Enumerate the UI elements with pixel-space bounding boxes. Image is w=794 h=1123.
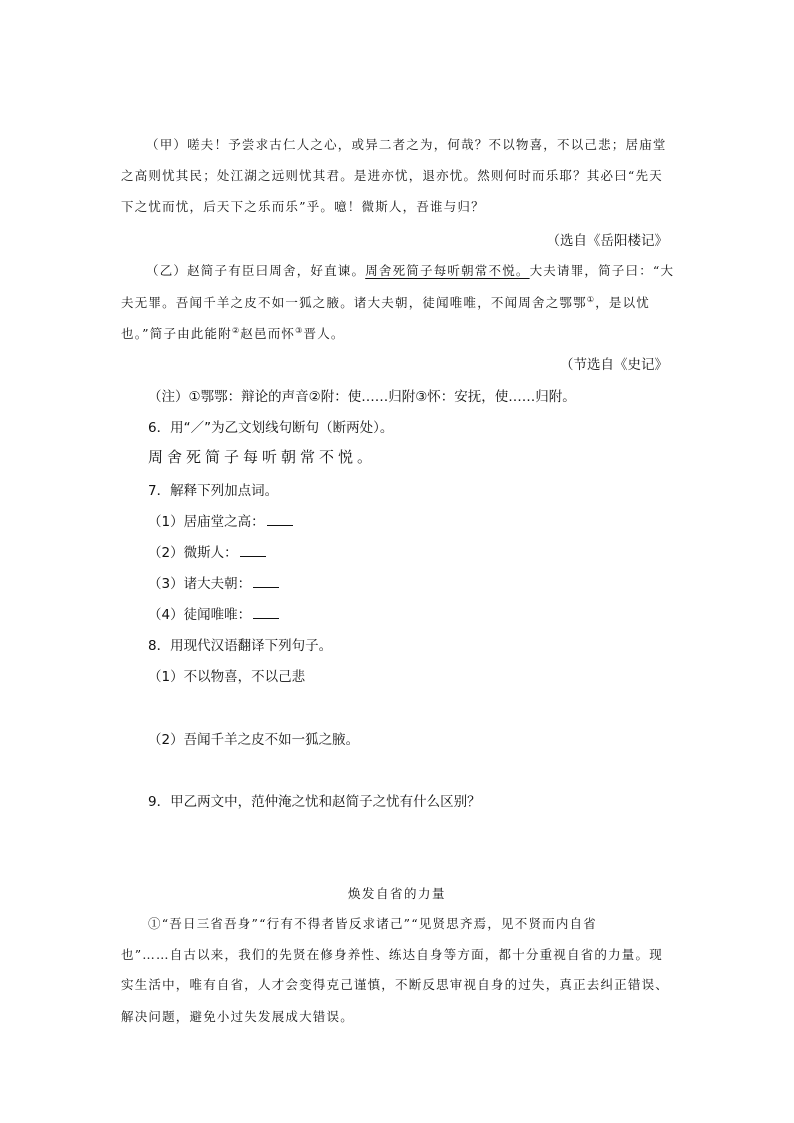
- essay-title: 焕发自省的力量: [347, 886, 446, 901]
- question-7-item-3-label: （3）诸大夫朝：: [148, 576, 252, 592]
- yi-line-2: [121, 293, 650, 311]
- yi-line-3-text-a: 也。”简子由此能附: [121, 326, 232, 341]
- essay-line-4: 解决问题，避免小过失发展成大错误。: [121, 1009, 354, 1024]
- question-7-item-4-label: （4）徒闻唯唯：: [148, 607, 252, 623]
- yi-line-1: [146, 261, 674, 279]
- jia-line-3: 下之忧而忧，后天下之乐而乐”乎。噫！微斯人，吾谁与归？: [121, 199, 485, 214]
- question-7-item-3: [148, 572, 279, 592]
- yi-line-2-text-a: 夫无罪。吾闻千羊之皮不如一狐之腋。诸大夫朝，徒闻唯唯，不闻周舍之鄂鄂: [121, 295, 587, 310]
- question-8-stem: 8．用现代汉语翻译下列句子。: [148, 638, 333, 654]
- yi-line-3-text-b: 赵邑而怀: [240, 326, 296, 341]
- question-7-item-1-label: （1）居庙堂之高：: [148, 514, 265, 530]
- jia-line-1: （甲）嗟夫！予尝求古仁人之心，或异二者之为，何哉？不以物喜，不以己悲；居庙堂: [146, 137, 667, 152]
- question-7-item-2: [148, 541, 266, 561]
- question-8-item-2: （2）吾闻千羊之皮不如一狐之腋。: [148, 732, 360, 748]
- footnote-marker-1: ①: [586, 294, 596, 304]
- jia-line-2: 之高则忧其民；处江湖之远则忧其君。是进亦忧，退亦忧。然则何时而乐耶？其必曰“先天: [121, 168, 663, 183]
- answer-blank-1[interactable]: [267, 513, 293, 526]
- question-6-sentence: 周舍死简子每听朝常不悦。: [148, 448, 377, 466]
- annotation-note: （注）①鄂鄂：辩论的声音②附：使……归附③怀：安抚，使……归附。: [148, 389, 576, 405]
- essay-line-2: 也”……自古以来，我们的先贤在修身养性、练达自身等方面，都十分重视自省的力量。现: [121, 947, 663, 962]
- yi-line-3: [121, 324, 345, 342]
- answer-blank-2[interactable]: [240, 544, 266, 557]
- underlined-sentence: 周舍死简子每听朝常不悦。: [365, 263, 530, 278]
- yi-line-2-text-b: ，是以忧: [595, 295, 650, 310]
- yi-line-1-text-a: （乙）赵简子有臣曰周舍，好直谏。: [146, 263, 366, 278]
- essay-line-3: 实生活中，唯有自省，人才会变得克己谨慎，不断反思审视自身的过失，真正去纠正错误、: [121, 977, 670, 992]
- question-8-item-1: （1）不以物喜，不以己悲: [148, 669, 306, 685]
- essay-line-1: ①“吾日三省吾身”“行有不得者皆反求诸己”“见贤思齐焉，见不贤而内自省: [148, 916, 597, 931]
- yi-source: （节选自《史记》: [560, 357, 668, 373]
- yi-line-1-text-b: 大夫请罪，简子曰：“大: [529, 263, 675, 278]
- question-7-item-2-label: （2）微斯人：: [148, 545, 238, 561]
- question-6-stem: 6．用“／”为乙文划线句断句（断两处）。: [148, 420, 394, 436]
- question-9-stem: 9．甲乙两文中，范仲淹之忧和赵简子之忧有什么区别？: [148, 794, 481, 810]
- question-7-stem: 7．解释下列加点词。: [148, 483, 279, 499]
- yi-line-3-text-c: 晋人。: [303, 326, 345, 341]
- jia-source: （选自《岳阳楼记》: [546, 233, 668, 249]
- question-7-item-4: [148, 603, 279, 623]
- footnote-marker-2: ②: [231, 325, 241, 335]
- question-7-item-1: [148, 510, 293, 530]
- answer-blank-4[interactable]: [253, 606, 279, 619]
- answer-blank-3[interactable]: [253, 575, 279, 588]
- footnote-marker-3: ③: [295, 325, 304, 335]
